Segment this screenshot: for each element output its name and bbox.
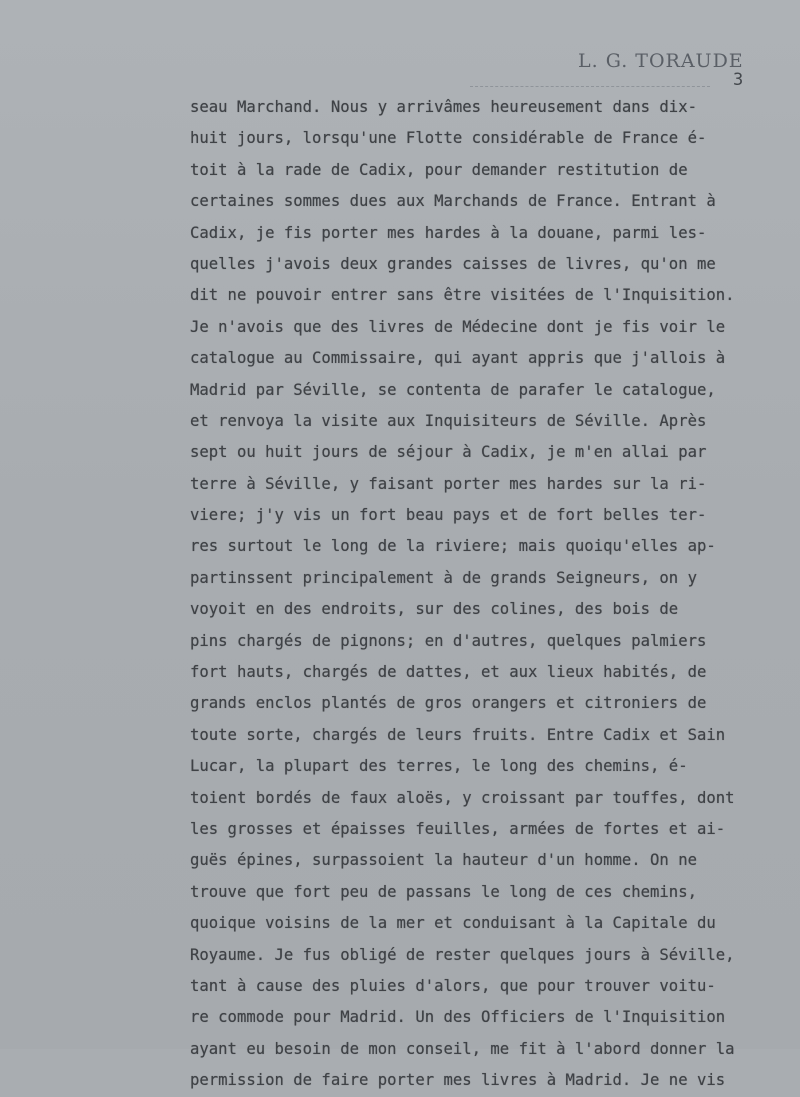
text-line: toute sorte, chargés de leurs fruits. Entre Cadix et Sain — [190, 725, 726, 744]
text-line: certaines sommes dues aux Marchands de France. Entrant à — [190, 192, 716, 211]
text-line: quoique voisins de la mer et conduisant à la Capitale du — [190, 914, 716, 933]
text-line: permission de faire porter mes livres à Madrid. Je ne vis — [190, 1071, 726, 1090]
header-rule — [470, 86, 710, 87]
text-line: Madrid par Séville, se contenta de parafer le catalogue, — [190, 380, 716, 399]
text-line: fort hauts, chargés de dattes, et aux lieux habités, de — [190, 663, 707, 682]
text-line: re commode pour Madrid. Un des Officiers de l'Inquisition — [190, 1008, 726, 1027]
text-line: quelles j'avois deux grandes caisses de livres, qu'on me — [190, 254, 716, 273]
text-line: Lucar, la plupart des terres, le long des chemins, é- — [190, 757, 688, 776]
text-line: toit à la rade de Cadix, pour demander restitution de — [190, 160, 688, 179]
body-text — [190, 92, 800, 1097]
text-line: grands enclos plantés de gros orangers et citroniers de — [190, 694, 707, 713]
page-number: 3 — [733, 70, 744, 90]
text-line: huit jours, lorsqu'une Flotte considérable de France é- — [190, 129, 707, 148]
text-line: dit ne pouvoir entrer sans être visitées de l'Inquisition. — [190, 286, 735, 305]
text-line: guës épines, surpassoient la hauteur d'un homme. On ne — [190, 851, 697, 870]
text-line: terre à Séville, y faisant porter mes hardes sur la ri- — [190, 474, 707, 493]
text-line: partinssent principalement à de grands Seigneurs, on y — [190, 568, 697, 587]
text-line: trouve que fort peu de passans le long de ces chemins, — [190, 882, 697, 901]
text-line: pins chargés de pignons; en d'autres, quelques palmiers — [190, 631, 707, 650]
text-line: toient bordés de faux aloës, y croissant par touffes, dont — [190, 788, 735, 807]
text-line: les grosses et épaisses feuilles, armées de fortes et ai- — [190, 819, 726, 838]
text-line: tant à cause des pluies d'alors, que pour trouver voitu- — [190, 976, 716, 995]
text-line: Royaume. Je fus obligé de rester quelques jours à Séville, — [190, 945, 735, 964]
text-line: catalogue au Commissaire, qui ayant appris que j'allois à — [190, 349, 726, 368]
text-line: ayant eu besoin de mon conseil, me fit à l'abord donner la — [190, 1039, 735, 1058]
text-line: Je n'avois que des livres de Médecine dont je fis voir le — [190, 317, 726, 336]
text-line: sept ou huit jours de séjour à Cadix, je m'en allai par — [190, 443, 707, 462]
text-line: res surtout le long de la riviere; mais quoiqu'elles ap- — [190, 537, 716, 556]
text-line: seau Marchand. Nous y arrivâmes heureusement dans dix- — [190, 98, 697, 116]
text-line: Cadix, je fis porter mes hardes à la douane, parmi les- — [190, 223, 707, 242]
text-line: viere; j'y vis un fort beau pays et de fort belles ter- — [190, 506, 707, 525]
text-line: voyoit en des endroits, sur des colines, des bois de — [190, 600, 679, 619]
text-line: et renvoya la visite aux Inquisiteurs de Séville. Après — [190, 411, 707, 430]
author-stamp: L. G. TORAUDE — [578, 50, 744, 72]
